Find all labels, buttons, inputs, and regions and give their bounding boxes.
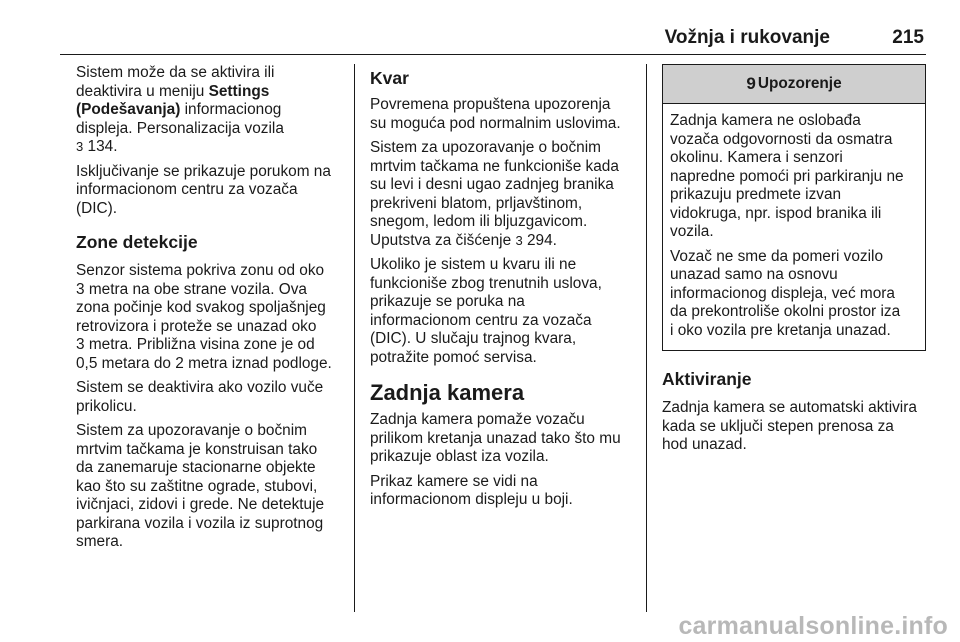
warning-title: Upozorenje (757, 74, 842, 92)
warning-header (663, 65, 925, 104)
column-middle (370, 64, 638, 516)
paragraph-malfunction: Ukoliko je sistem u kvaru ili ne funkcioniše zbog trenutnih uslova, prikazuje se poruka na informacionom centru za vozača (DIC). U slučaju trajnog kvara, potražite pomoć servisa. (370, 256, 602, 366)
page-number: 215 (892, 27, 924, 48)
paragraph-camera-intro: Zadnja kamera pomaže vozaču prilikom kretanja unazad tako što mu prikazuje oblast iza vozila. (370, 411, 621, 465)
paragraph-dirty-bumper: Sistem za upozoravanje o bočnim mrtvim tačkama ne funkcioniše kada su levi i desni ugao zadnjeg branika prekriveni blatom, prljavštinom, snegom, ledom ili bljuzgavicom. Uputstva za čišćenje 3 294. (370, 139, 619, 249)
heading-kvar: Kvar (370, 68, 409, 88)
paragraph-zone: Senzor sistema pokriva zonu od oko 3 metra na obe strane vozila. Ova zona počinje kod svakog spoljašnjeg retrovizora i proteže se unazad oko 3 metra. Približna visina zone je od 0,5 metara do 2 metra iznad podloge. (76, 262, 332, 372)
warning-paragraph-1: Zadnja kamera ne oslobađa vozača odgovornosti da osmatra okolinu. Kamera i senzori napredne pomoći pri parkiranju ne prikazuju predmete izvan vidokruga, npr. ispod branika ili vozila. (670, 112, 904, 240)
paragraph-dic: Isključivanje se prikazuje porukom na informacionom centru za vozača (DIC). (76, 162, 331, 217)
heading-aktiviranje: Aktiviranje (662, 369, 752, 389)
chapter-title: Vožnja i rukovanje (664, 27, 830, 48)
warning-paragraph-2: Vozač ne sme da pomeri vozilo unazad samo na osnovu informacionog displeja, već mora da prekontroliše okolni prostor iza i oko vozila pre kretanja unazad. (670, 247, 901, 339)
column-divider-2 (646, 64, 647, 612)
column-left (76, 64, 350, 558)
warning-triangle-icon: 9 (746, 73, 756, 93)
page-ref: 294. (522, 231, 557, 249)
heading-zadnja-kamera: Zadnja kamera (370, 380, 525, 405)
paragraph-missed-alerts: Povremena propuštena upozorenja su moguća pod normalnim uslovima. (370, 96, 621, 132)
paragraph-activation: Zadnja kamera se automatski aktivira kada se uključi stepen prenosa za hod unazad. (662, 399, 917, 453)
paragraph-stationary: Sistem za upozoravanje o bočnim mrtvim tačkama je konstruisan tako da zanemaruje stacionarne objekte kao što su zaštitne ograde, stubovi, ivičnjaci, zidovi i grede. Ne detektuje parkirana vozila i vozila iz suprotnog smera. (76, 422, 325, 550)
page-ref-arrow-icon: 3 (515, 232, 523, 248)
column-right (662, 64, 926, 461)
warning-body (663, 104, 925, 350)
paragraph-settings: Sistem može da se aktivira ili deaktivira u meniju Settings (Podešavanja) informacionog displeja. Personalizacija vozila 3 134. (76, 64, 284, 155)
page-ref: 134. (83, 138, 118, 155)
column-divider-1 (354, 64, 355, 612)
paragraph-camera-display: Prikaz kamere se vidi na informacionom displeju u boji. (370, 472, 573, 508)
page-ref-arrow-icon: 3 (76, 139, 84, 154)
warning-box (662, 64, 926, 351)
watermark: carmanualsonline.info (678, 612, 948, 640)
menu-name-podesavanja: (Podešavanja) (76, 101, 181, 118)
menu-name-settings: Settings (208, 82, 270, 100)
page-header (60, 26, 926, 55)
paragraph-trailer: Sistem se deaktivira ako vozilo vuče prikolicu. (76, 379, 324, 415)
heading-zone-detekcije: Zone detekcije (76, 232, 198, 252)
